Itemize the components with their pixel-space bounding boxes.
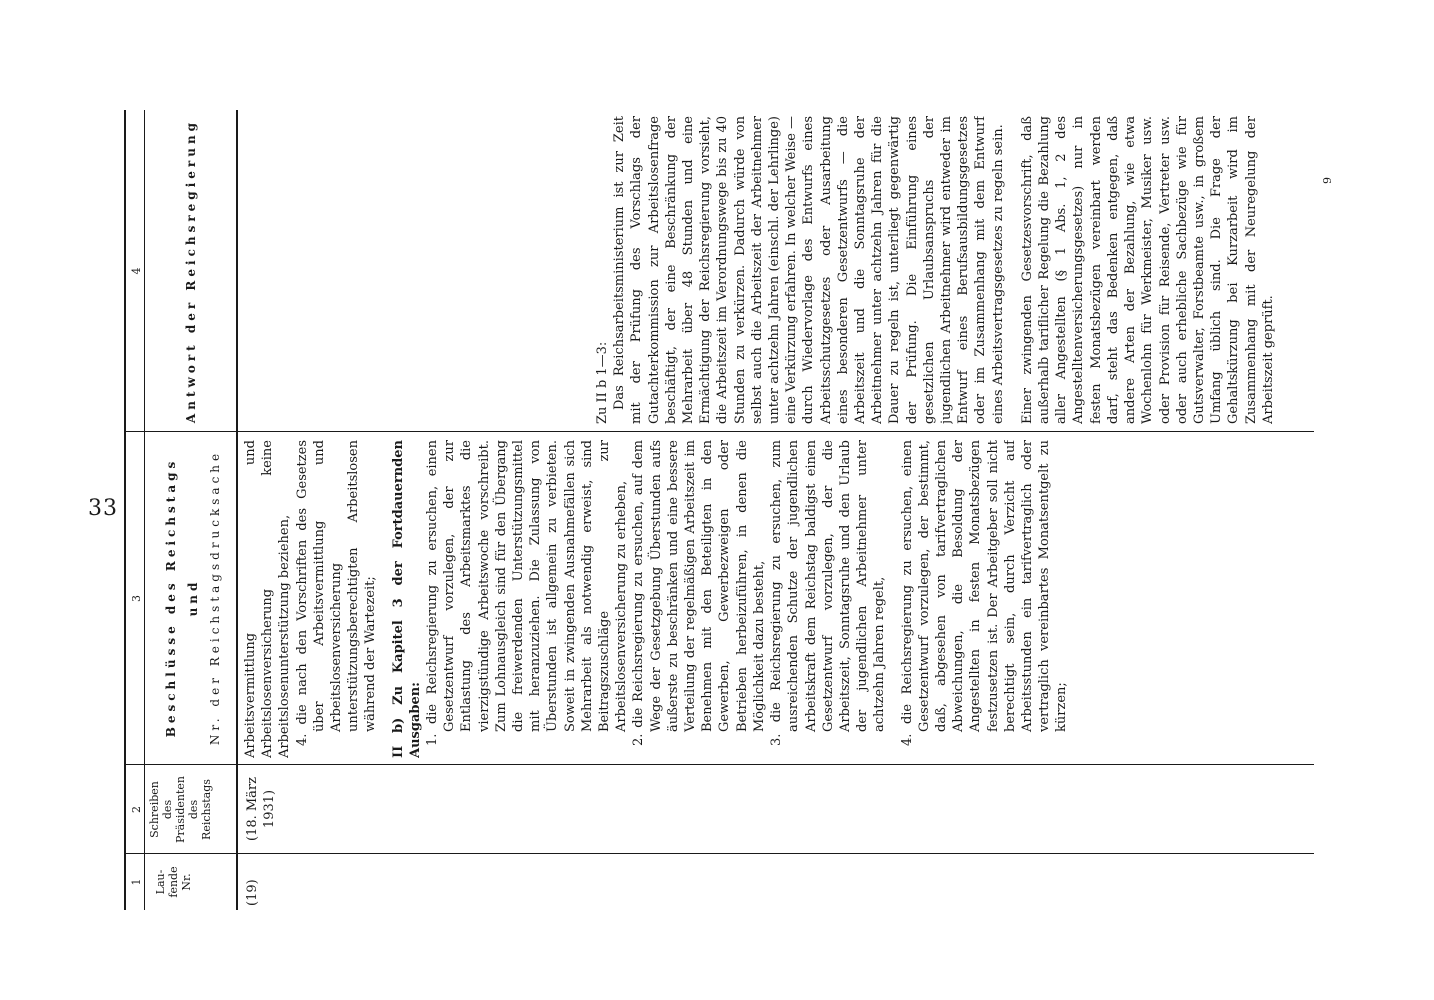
decisions-intro: Arbeitsvermittlung und Arbeitslosenversicherung keine Arbeitslosenunterstützung beziehen, [243, 440, 293, 758]
col3-rule [124, 431, 1314, 432]
col2-rule [124, 764, 1314, 765]
col-number-2: 2 [130, 806, 143, 813]
answer-2: Einer zwingenden Gesetzesvorschrift, daß außerhalb tariflicher Regelung die Bezahlung aller Angestellten (§ 1 Abs. 1, 2 des Angestelltenversicherungsgesetzes) nur in festen Monatsbezügen vereinbart werden darf, steht das Bedenken entgegen, daß andere Arten der Bezahlung, wie etwa Wochenlohn für Werkmeister, Musiker usw. oder Provision für Reisende, Vertreter usw. oder auch erhebliche Sachbezüge wie für Gutsverwalter, Forstbeamte usw., in großem Umfang üblich sind. Die Frage der Gehaltskürzung bei Kurzarbeit wird im Zusammenhang mit der Neuregelung der Arbeitszeit geprüft. [1019, 116, 1276, 424]
col3-header-line2: und [186, 578, 200, 617]
table-top-rule [124, 110, 126, 910]
col3-header-line1: Beschlüsse des Reichstags [164, 457, 178, 738]
col1-rule [124, 853, 1314, 854]
decision-4b: 4. die Reichsregierung zu ersuchen, einen Gesetzentwurf vorzulegen, der bestimmt, daß, abgesehen von tarifvertraglichen Abweichungen, die Besoldung der Angestellten in festen Monatsbezügen festzusetzen ist. Der Arbeitgeber soll nicht berechtigt sein, durch Verzicht auf Arbeitsstunden ein tarifvertraglich oder vertraglich vereinbartes Monatsentgelt zu kürzen; [899, 440, 1070, 746]
decisions-cell [242, 440, 1310, 758]
signature-mark: 9 [1321, 177, 1334, 184]
answer-1: Das Reichsarbeitsministerium ist zur Zeit mit der Prüfung des Vorschlags der Gutachterkommission zur Arbeitslosenfrage beschäftigt, der eine Beschränkung der Mehrarbeit über 48 Stunden und eine Ermächtigung der Reichsregierung vorsieht, die Arbeitszeit im Verordnungswege bis zu 40 Stunden zu verkürzen. Dadurch würde von selbst auch die Arbeitszeit der Arbeitnehmer unter achtzehn Jahren (einschl. der Lehrlinge) eine Verkürzung erfahren. In welcher Weise — durch Wiedervorlage des Entwurfs eines Arbeitsschutzgesetzes oder Ausarbeitung eines besonderen Gesetzentwurfs — die Arbeitszeit und die Sonntagsruhe der Arbeitnehmer unter achtzehn Jahren für die Dauer zu regeln ist, unterliegt gegenwärtig der Prüfung. Die Einführung eines gesetzlichen Urlaubsanspruchs der jugendlichen Arbeitnehmer wird entweder im Entwurf eines Berufsausbildungsgesetzes oder im Zusammenhang mit dem Entwurf eines Arbeitsvertragsgesetzes zu regeln sein. [612, 116, 1006, 424]
section-heading: II b) Zu Kapitel 3 der Fortdauernden Ausgaben: [390, 440, 423, 758]
col3-header-line3: Nr. der Reichstagsdrucksache [208, 449, 222, 746]
rotated-table [124, 110, 1314, 910]
page-number: 33 [88, 496, 118, 521]
digitization-credit [1418, 8, 1434, 993]
col2-header: Schreiben des Präsidenten des Reichstags [148, 775, 213, 844]
decision-4a: 4. die nach den Vorschriften des Gesetzes über Arbeitsvermittlung und Arbeitslosenversicherung unterstützungsberechtigten Arbeitslosen während der Wartezeit; [294, 440, 379, 746]
decision-2: 2. die Reichsregierung zu ersuchen, auf dem Wege der Gesetzgebung Überstunden aufs äußerste zu beschränken und eine bessere Verteilung der regelmäßigen Arbeitszeit im Benehmen mit den Beteiligten in den Gewerben, Gewerbezweigen oder Betrieben herbeizuführen, in denen die Möglichkeit dazu besteht, [631, 440, 767, 746]
col4-header: Antwort der Reichsregierung [184, 118, 198, 424]
col-number-3: 3 [130, 595, 143, 602]
col-number-4: 4 [130, 267, 143, 275]
answer-cell [242, 116, 1310, 424]
number-row-rule [144, 110, 145, 910]
decision-3: 3. die Reichsregierung zu ersuchen, zum ausreichenden Schutze der jugendlichen Arbeitskraft dem Reichstag baldigst einen Gesetzentwurf vorzulegen, der die Arbeitszeit, Sonntagsruhe und den Urlaub der jugendlichen Arbeitnehmer unter achtzehn Jahren regelt, [769, 440, 888, 746]
row-number: (19) [245, 879, 260, 906]
col1-header: Lau- fende Nr. [154, 866, 193, 898]
decision-1: 1. die Reichsregierung zu ersuchen, einen Gesetzentwurf vorzulegen, der zur Entlastung des Arbeitsmarktes die vierzigstündige Arbeitswoche vorschreibt. Zum Lohnausgleich sind für den Übergang die freiwerdenden Unterstützungsmittel mit heranzuziehen. Die Zulassung von Überstunden ist allgemein zu verbieten. Soweit in zwingenden Ausnahmefällen sich Mehrarbeit als notwendig erweist, sind Beitragszuschläge zur Arbeitslosenversicherung zu erheben, [425, 440, 630, 746]
row-date: (18. März 1931) [245, 777, 278, 842]
header-bottom-rule [236, 110, 238, 910]
col-number-1: 1 [130, 878, 143, 886]
answer-heading: Zu II b 1—3: [595, 341, 610, 424]
